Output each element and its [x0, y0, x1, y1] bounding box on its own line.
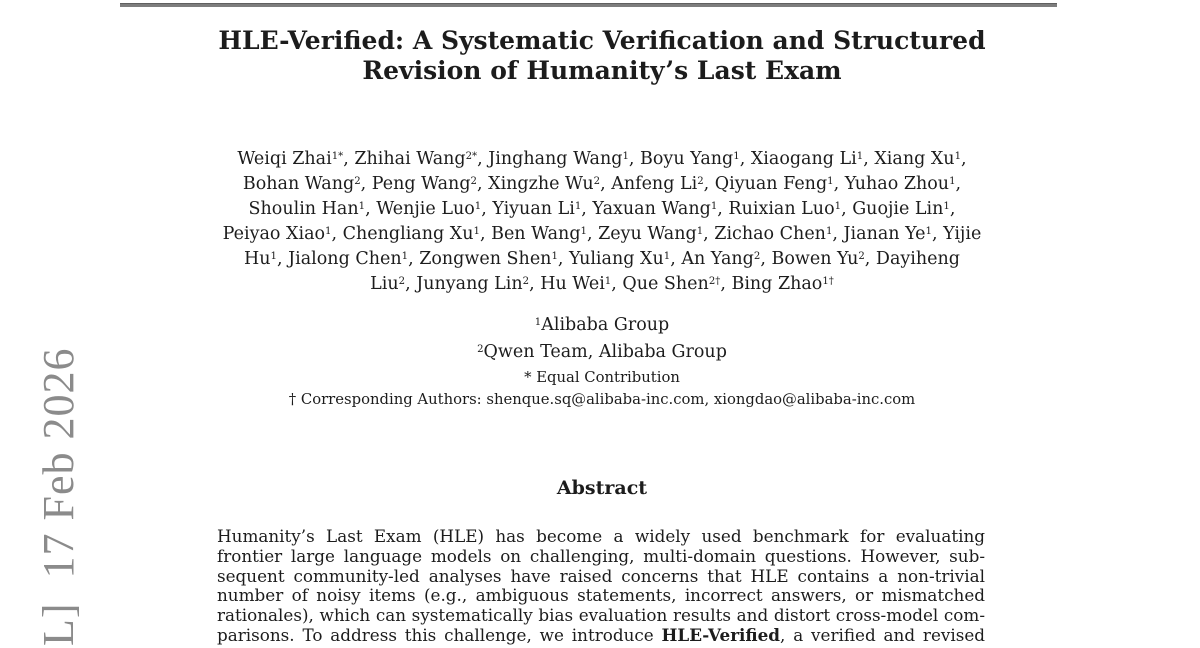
- author-line: Liu$^2$, Junyang Lin$^2$, Hu Wei$^1$, Que Shen$^{2\dagger}$, Bing Zhao$^{1\dagger}$: [370, 274, 834, 294]
- abstract-line: parisons. To address this challenge, we introduce HLE-Verified, a verified and revised: [217, 624, 986, 645]
- paper-title-line: Revision of Humanity’s Last Exam: [362, 56, 842, 85]
- author-line: Bohan Wang$^2$, Peng Wang$^2$, Xingzhe Wu$^2$, Anfeng Li$^2$, Qiyuan Feng$^1$, Yuhao Zhou$^1$,: [242, 174, 962, 194]
- author-line: Hu$^1$, Jialong Chen$^1$, Zongwen Shen$^1$, Yuliang Xu$^1$, An Yang$^2$, Bowen Yu$^2$, Dayiheng: [244, 249, 960, 269]
- author-note-line: † Corresponding Authors: shenque.sq@alibaba-inc.com, xiongdao@alibaba-inc.com: [288, 391, 916, 408]
- abstract-line: number of noisy items (e.g., ambiguous statements, incorrect answers, or mismatched: [217, 585, 985, 606]
- page-top-rule: [120, 3, 1057, 7]
- abstract-body: [217, 527, 985, 646]
- affiliation-line: $^1$Alibaba Group: [534, 315, 670, 335]
- affiliation-line: $^2$Qwen Team, Alibaba Group: [477, 342, 727, 362]
- author-note-line: * Equal Contribution: [524, 369, 680, 386]
- author-line: Weiqi Zhai$^{1*}$, Zhihai Wang$^{2*}$, Jinghang Wang$^1$, Boyu Yang$^1$, Xiaogang Li$^1$, Xiang Xu$^1$,: [237, 149, 967, 169]
- author-notes: [2, 367, 1200, 411]
- author-line: Shoulin Han$^1$, Wenjie Luo$^1$, Yiyuan Li$^1$, Yaxuan Wang$^1$, Ruixian Luo$^1$, Guojie Lin$^1$,: [248, 199, 956, 219]
- affiliation-list: [2, 312, 1200, 366]
- author-line: Peiyao Xiao$^1$, Chengliang Xu$^1$, Ben Wang$^1$, Zeyu Wang$^1$, Zichao Chen$^1$, Jianan Ye$^1$, Yijie: [222, 224, 982, 244]
- abstract-line: Humanity’s Last Exam (HLE) has become a widely used benchmark for evaluating: [217, 526, 985, 546]
- paper-title: [2, 26, 1200, 86]
- abstract-line: frontier large language models on challenging, multi-domain questions. However, sub-: [217, 545, 985, 566]
- arxiv-date-watermark: L] 17 Feb 2026: [34, 347, 83, 646]
- paper-title-line: HLE-Verified: A Systematic Verification and Structured: [218, 26, 986, 55]
- abstract-line: sequent community-led analyses have raised concerns that HLE contains a non-trivial: [217, 565, 985, 586]
- author-list: [2, 147, 1200, 297]
- abstract-line: rationales), which can systematically bias evaluation results and distort cross-model com-: [217, 605, 985, 626]
- abstract-heading: Abstract: [556, 477, 648, 499]
